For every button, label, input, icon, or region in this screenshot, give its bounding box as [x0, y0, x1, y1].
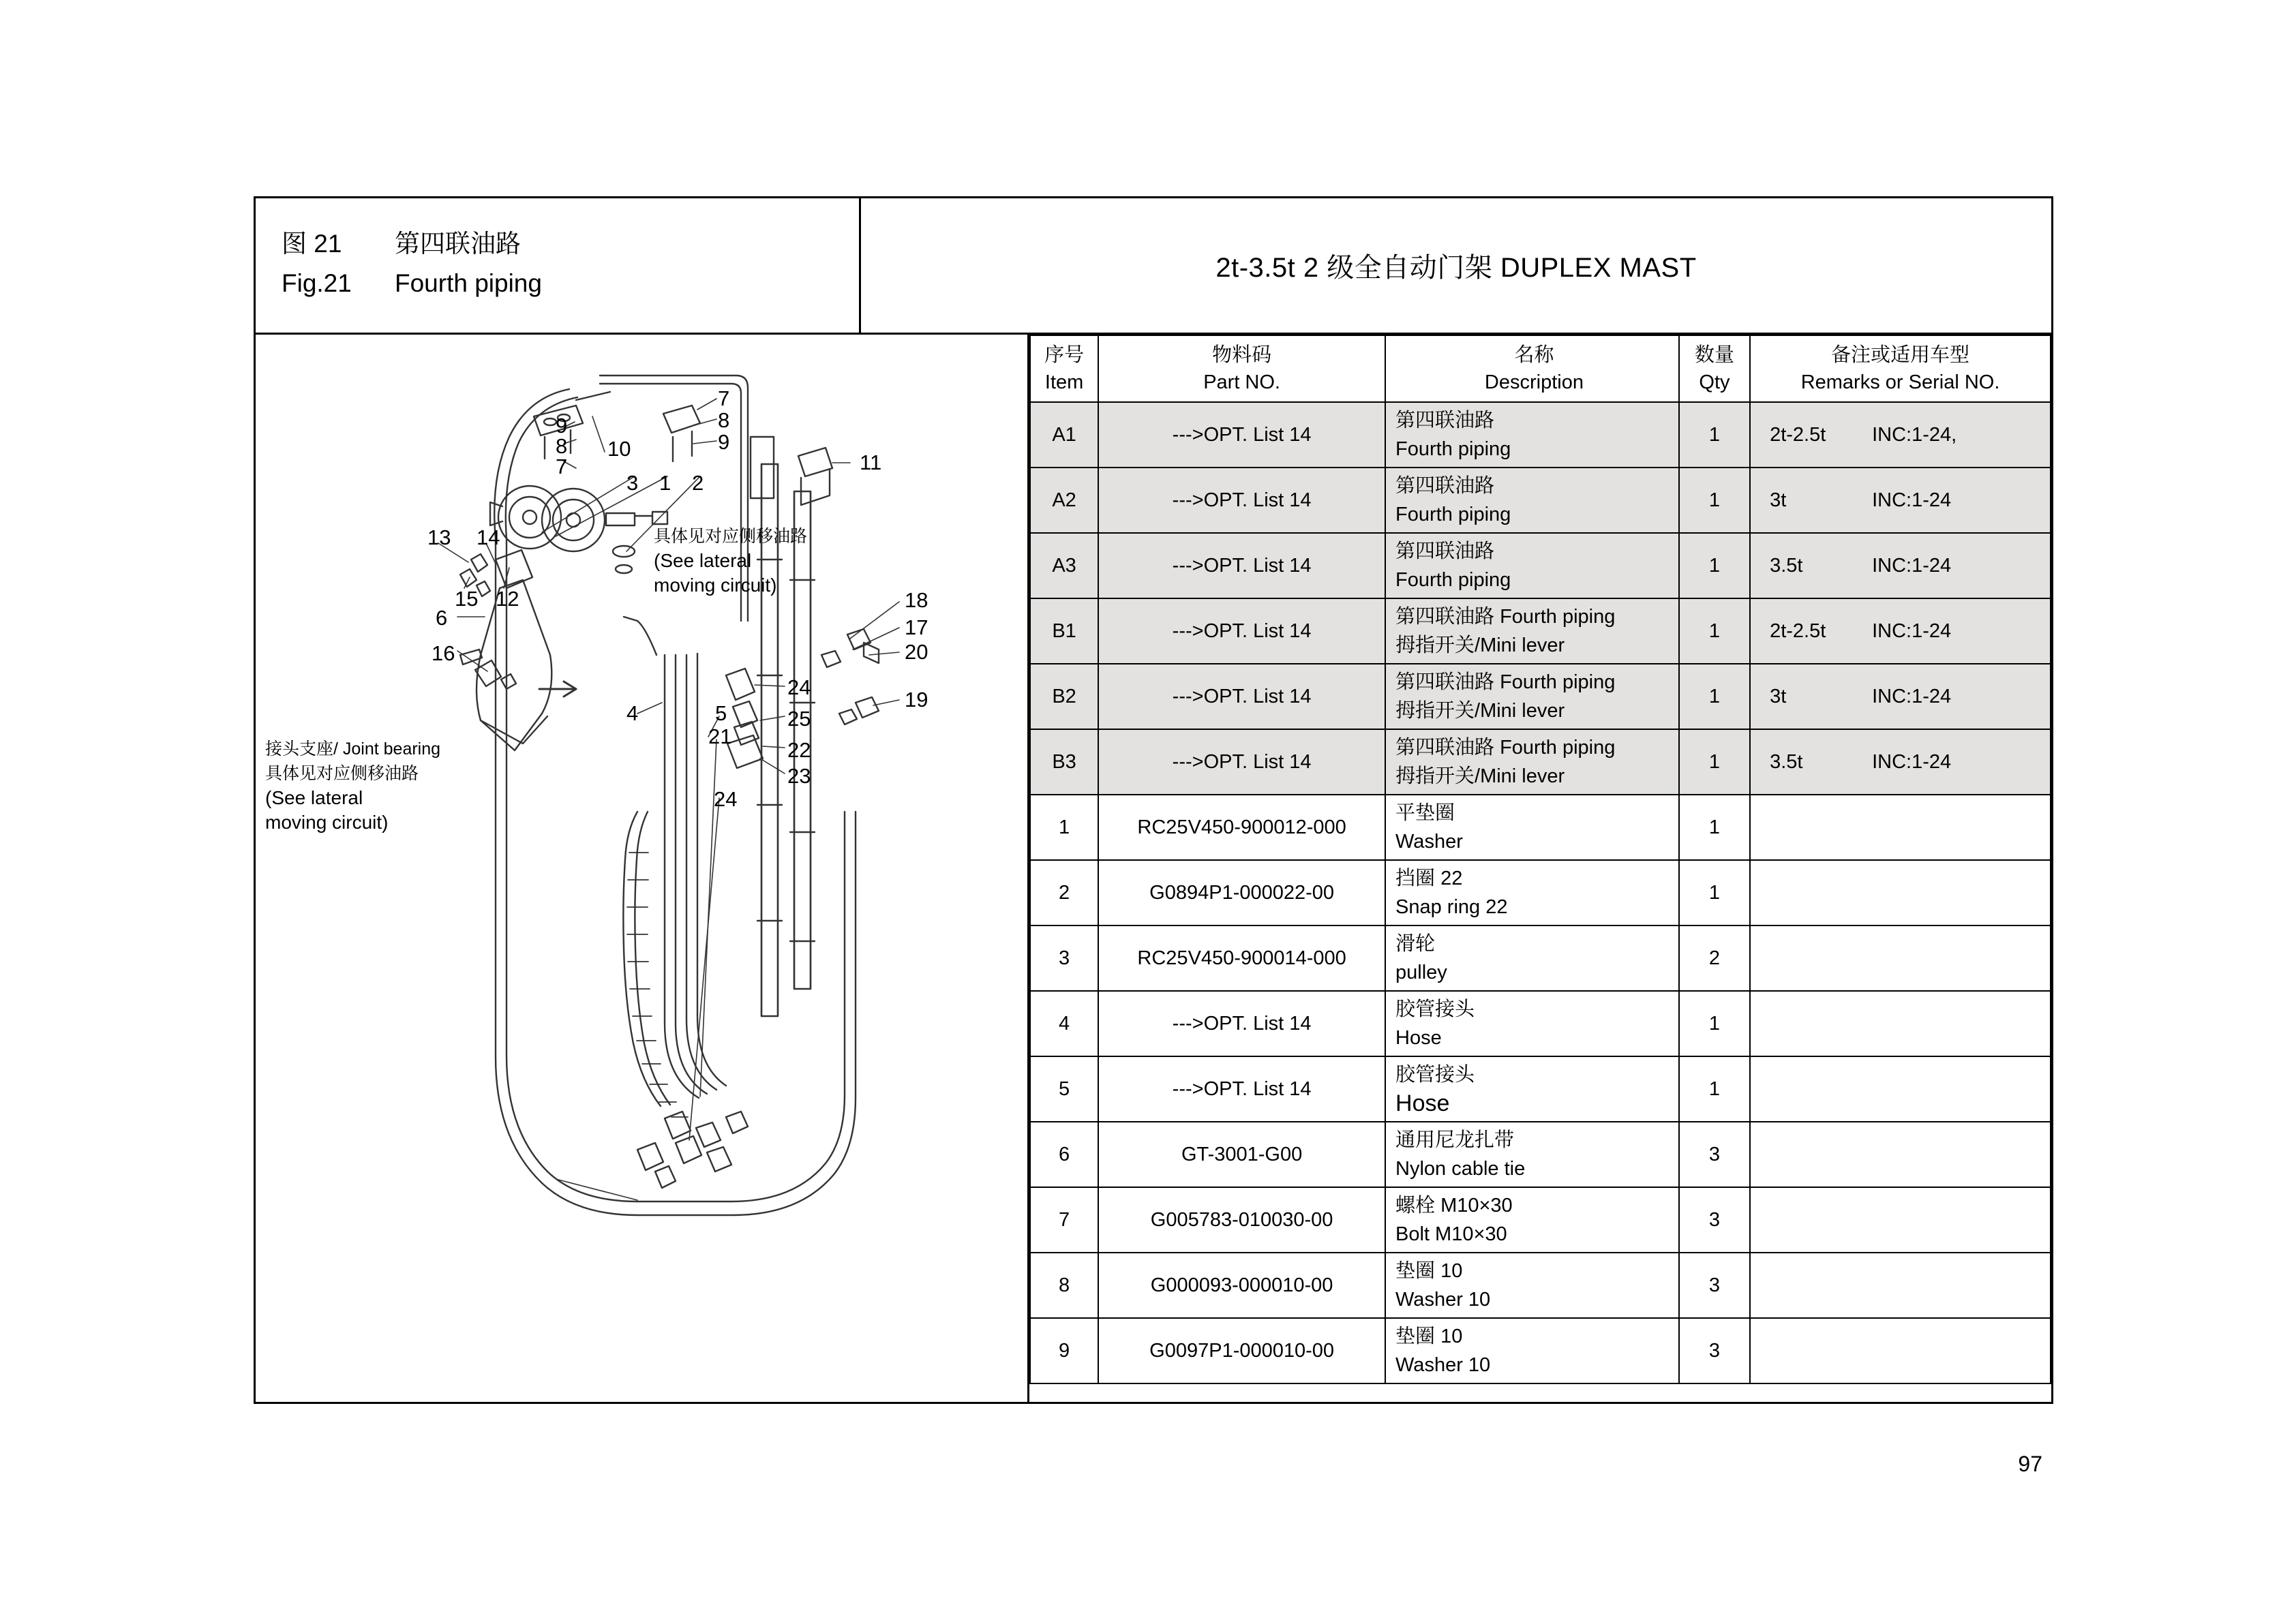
description-cn: 挡圈 22	[1395, 868, 1463, 889]
cell-qty: 1	[1679, 991, 1750, 1056]
table-row	[1030, 1187, 2051, 1253]
remark-model: 3.5t	[1770, 750, 1803, 773]
description-cn: 第四联油路 Fourth piping	[1395, 671, 1616, 693]
cell-qty: 1	[1679, 468, 1750, 533]
table-row	[1030, 533, 2051, 598]
cell-qty: 1	[1679, 664, 1750, 729]
cell-remarks	[1750, 598, 2051, 664]
callout: 3	[626, 471, 639, 495]
cell-part-no: RC25V450-900012-000	[1098, 795, 1385, 860]
description-cn: 第四联油路	[1395, 540, 1495, 562]
figure-label-en: Fig.21	[282, 269, 352, 297]
cell-part-no: G000093-000010-00	[1098, 1253, 1385, 1318]
cell-part-no: --->OPT. List 14	[1098, 598, 1385, 664]
cell-remarks	[1750, 1122, 2051, 1187]
figure-label-cn: 图 21	[282, 230, 342, 258]
cell-description	[1385, 1318, 1679, 1383]
cell-remarks	[1750, 860, 2051, 925]
cell-part-no: --->OPT. List 14	[1098, 402, 1385, 468]
callout: 6	[436, 606, 448, 630]
table-row	[1030, 795, 2051, 860]
cell-remarks	[1750, 664, 2051, 729]
description-en: Bolt M10×30	[1395, 1223, 1507, 1245]
callout: 13	[427, 525, 451, 549]
table-row	[1030, 729, 2051, 795]
table-row	[1030, 468, 2051, 533]
cell-part-no: RC25V450-900014-000	[1098, 925, 1385, 991]
header-desc-en: Description	[1484, 371, 1584, 393]
description-en: Fourth piping	[1395, 504, 1511, 525]
header-remarks	[1750, 335, 2051, 402]
remark-model: 3t	[1770, 489, 1787, 511]
cell-item: A3	[1030, 533, 1098, 598]
callout: 24	[714, 787, 738, 811]
table-row	[1030, 598, 2051, 664]
cell-item: 7	[1030, 1187, 1098, 1253]
cell-remarks	[1750, 468, 2051, 533]
header-item-en: Item	[1044, 371, 1084, 393]
cell-remarks	[1750, 925, 2051, 991]
callout: 17	[905, 615, 928, 639]
parts-table	[1029, 335, 2051, 1384]
cell-item: A1	[1030, 402, 1098, 468]
cell-qty: 1	[1679, 1056, 1750, 1122]
header-desc-cn: 名称	[1514, 344, 1554, 366]
figure-title-box	[256, 198, 861, 333]
description-en: Washer	[1395, 831, 1463, 853]
description-cn: 第四联油路 Fourth piping	[1395, 606, 1616, 628]
table-row	[1030, 1253, 2051, 1318]
cell-qty: 1	[1679, 402, 1750, 468]
callout: 9	[718, 430, 730, 454]
callout: 19	[905, 688, 928, 711]
cell-description	[1385, 1056, 1679, 1122]
figure-name-en: Fourth piping	[395, 269, 542, 297]
remark-model: 3.5t	[1770, 554, 1803, 577]
mast-title: 2t-3.5t 2 级全自动门架 DUPLEX MAST	[1215, 253, 1697, 283]
cell-qty: 1	[1679, 860, 1750, 925]
description-cn: 第四联油路	[1395, 475, 1495, 497]
description-cn: 平垫圈	[1395, 802, 1455, 824]
description-cn: 螺栓 M10×30	[1395, 1195, 1513, 1216]
cell-part-no: --->OPT. List 14	[1098, 664, 1385, 729]
cell-description	[1385, 795, 1679, 860]
remark-serial: INC:1-24	[1872, 685, 1952, 707]
callout: 9	[556, 414, 568, 438]
callout: 23	[787, 764, 811, 788]
note-right-en1: (See lateral	[654, 550, 752, 571]
remark-model: 3t	[1770, 685, 1787, 707]
header-band	[256, 198, 2051, 335]
note-left-en2: moving circuit)	[265, 812, 389, 833]
header-rem-en: Remarks or Serial NO.	[1800, 371, 2000, 393]
table-row	[1030, 1122, 2051, 1187]
header-part-cn: 物料码	[1212, 344, 1272, 366]
description-en: Washer 10	[1395, 1289, 1491, 1311]
header-part-no	[1098, 335, 1385, 402]
cell-item: B2	[1030, 664, 1098, 729]
note-left-cn2: 具体见对应侧移油路	[265, 764, 419, 783]
cell-remarks	[1750, 729, 2051, 795]
cell-remarks	[1750, 1056, 2051, 1122]
description-en: Snap ring 22	[1395, 896, 1508, 918]
cell-item: 1	[1030, 795, 1098, 860]
callout: 15	[455, 587, 479, 611]
header-qty-cn: 数量	[1694, 344, 1734, 366]
cell-qty: 3	[1679, 1253, 1750, 1318]
description-en: 拇指开关/Mini lever	[1395, 634, 1565, 656]
description-cn: 垫圈 10	[1395, 1260, 1463, 1282]
description-en: 拇指开关/Mini lever	[1395, 700, 1565, 722]
cell-description	[1385, 598, 1679, 664]
table-row	[1030, 664, 2051, 729]
cell-remarks	[1750, 795, 2051, 860]
description-en: Nylon cable tie	[1395, 1158, 1526, 1180]
table-header-row	[1030, 335, 2051, 402]
header-qty	[1679, 335, 1750, 402]
table-row	[1030, 991, 2051, 1056]
cell-description	[1385, 860, 1679, 925]
callout: 8	[718, 408, 730, 432]
cell-item: 5	[1030, 1056, 1098, 1122]
callout: 24	[787, 675, 811, 699]
callout: 8	[556, 434, 568, 458]
header-qty-en: Qty	[1699, 371, 1730, 393]
parts-table-container	[1029, 335, 2051, 1400]
description-cn: 通用尼龙扎带	[1395, 1129, 1515, 1151]
header-item-cn: 序号	[1044, 344, 1085, 366]
cell-description	[1385, 664, 1679, 729]
callout: 20	[905, 640, 928, 664]
figure-name-cn: 第四联油路	[395, 230, 521, 258]
remark-model: 2t-2.5t	[1770, 619, 1826, 642]
note-right-en2: moving circuit)	[654, 575, 777, 596]
table-row	[1030, 402, 2051, 468]
callout: 2	[692, 471, 704, 495]
header-rem-cn: 备注或适用车型	[1831, 344, 1970, 366]
cell-remarks	[1750, 1253, 2051, 1318]
cell-item: 9	[1030, 1318, 1098, 1383]
table-row	[1030, 860, 2051, 925]
callout: 4	[626, 701, 639, 725]
cell-remarks	[1750, 402, 2051, 468]
cell-item: 4	[1030, 991, 1098, 1056]
page-frame	[254, 196, 2053, 1404]
cell-qty: 1	[1679, 795, 1750, 860]
remark-serial: INC:1-24	[1872, 619, 1952, 642]
cell-part-no: --->OPT. List 14	[1098, 1056, 1385, 1122]
description-en: pulley	[1395, 962, 1447, 983]
description-en: Fourth piping	[1395, 438, 1511, 460]
description-cn: 第四联油路	[1395, 410, 1495, 431]
description-en: Hose	[1395, 1090, 1450, 1116]
remark-serial: INC:1-24,	[1872, 423, 1957, 446]
table-row	[1030, 1318, 2051, 1383]
cell-description	[1385, 729, 1679, 795]
callout: 25	[787, 707, 811, 731]
description-en: Washer 10	[1395, 1354, 1491, 1376]
page-number: 97	[2018, 1452, 2042, 1476]
note-lateral-right	[654, 524, 807, 598]
callout: 22	[787, 738, 811, 762]
description-cn: 胶管接头	[1395, 1064, 1475, 1086]
callout: 7	[718, 386, 730, 410]
cell-description	[1385, 925, 1679, 991]
cell-qty: 1	[1679, 598, 1750, 664]
callout: 1	[659, 471, 671, 495]
cell-item: 8	[1030, 1253, 1098, 1318]
cell-part-no: GT-3001-G00	[1098, 1122, 1385, 1187]
cell-qty: 1	[1679, 729, 1750, 795]
cell-part-no: --->OPT. List 14	[1098, 729, 1385, 795]
callout: 11	[860, 450, 882, 474]
callout: 14	[477, 525, 500, 549]
cell-remarks	[1750, 1187, 2051, 1253]
table-row	[1030, 925, 2051, 991]
cell-remarks	[1750, 1318, 2051, 1383]
cell-item: 6	[1030, 1122, 1098, 1187]
remark-serial: INC:1-24	[1872, 750, 1952, 773]
cell-item: 3	[1030, 925, 1098, 991]
cell-description	[1385, 533, 1679, 598]
cell-part-no: G005783-010030-00	[1098, 1187, 1385, 1253]
cell-part-no: --->OPT. List 14	[1098, 468, 1385, 533]
note-lateral-left	[265, 737, 440, 835]
description-en: 拇指开关/Mini lever	[1395, 765, 1565, 787]
description-en: Hose	[1395, 1027, 1442, 1049]
cell-description	[1385, 402, 1679, 468]
drawing-area	[256, 335, 1029, 1404]
cell-description	[1385, 1187, 1679, 1253]
description-cn: 胶管接头	[1395, 998, 1475, 1020]
callout: 18	[905, 588, 928, 612]
note-left-en1: (See lateral	[265, 787, 363, 808]
cell-item: B3	[1030, 729, 1098, 795]
cell-qty: 3	[1679, 1122, 1750, 1187]
cell-qty: 1	[1679, 533, 1750, 598]
cell-item: 2	[1030, 860, 1098, 925]
description-cn: 第四联油路 Fourth piping	[1395, 737, 1616, 759]
description-cn: 滑轮	[1395, 933, 1436, 955]
figure-title-cn	[282, 224, 859, 264]
header-item	[1030, 335, 1098, 402]
cell-description	[1385, 1253, 1679, 1318]
header-part-en: Part NO.	[1203, 371, 1280, 393]
description-en: Fourth piping	[1395, 569, 1511, 591]
note-right-cn: 具体见对应侧移油路	[654, 527, 808, 546]
note-left-cn1: 接头支座/ Joint bearing	[265, 739, 441, 759]
cell-description	[1385, 468, 1679, 533]
remark-serial: INC:1-24	[1872, 554, 1952, 577]
cell-remarks	[1750, 533, 2051, 598]
table-row	[1030, 1056, 2051, 1122]
callout: 16	[432, 641, 455, 665]
remark-model: 2t-2.5t	[1770, 423, 1826, 446]
cell-part-no: G0097P1-000010-00	[1098, 1318, 1385, 1383]
cell-part-no: --->OPT. List 14	[1098, 533, 1385, 598]
description-cn: 垫圈 10	[1395, 1326, 1463, 1347]
cell-qty: 3	[1679, 1318, 1750, 1383]
parts-table-header	[1030, 335, 2051, 402]
cell-part-no: --->OPT. List 14	[1098, 991, 1385, 1056]
cell-item: B1	[1030, 598, 1098, 664]
figure-title-en	[282, 264, 859, 303]
callout: 5	[715, 701, 727, 725]
callout: 12	[496, 587, 519, 611]
cell-item: A2	[1030, 468, 1098, 533]
callout: 21	[708, 724, 732, 748]
cell-part-no: G0894P1-000022-00	[1098, 860, 1385, 925]
remark-serial: INC:1-24	[1872, 489, 1952, 511]
cell-qty: 2	[1679, 925, 1750, 991]
parts-table-body	[1030, 402, 2051, 1383]
header-description	[1385, 335, 1679, 402]
cell-qty: 3	[1679, 1187, 1750, 1253]
callout: 7	[556, 455, 568, 478]
callout: 10	[607, 437, 631, 461]
exploded-assembly-drawing	[256, 335, 1029, 1404]
cell-remarks	[1750, 991, 2051, 1056]
cell-description	[1385, 991, 1679, 1056]
cell-description	[1385, 1122, 1679, 1187]
